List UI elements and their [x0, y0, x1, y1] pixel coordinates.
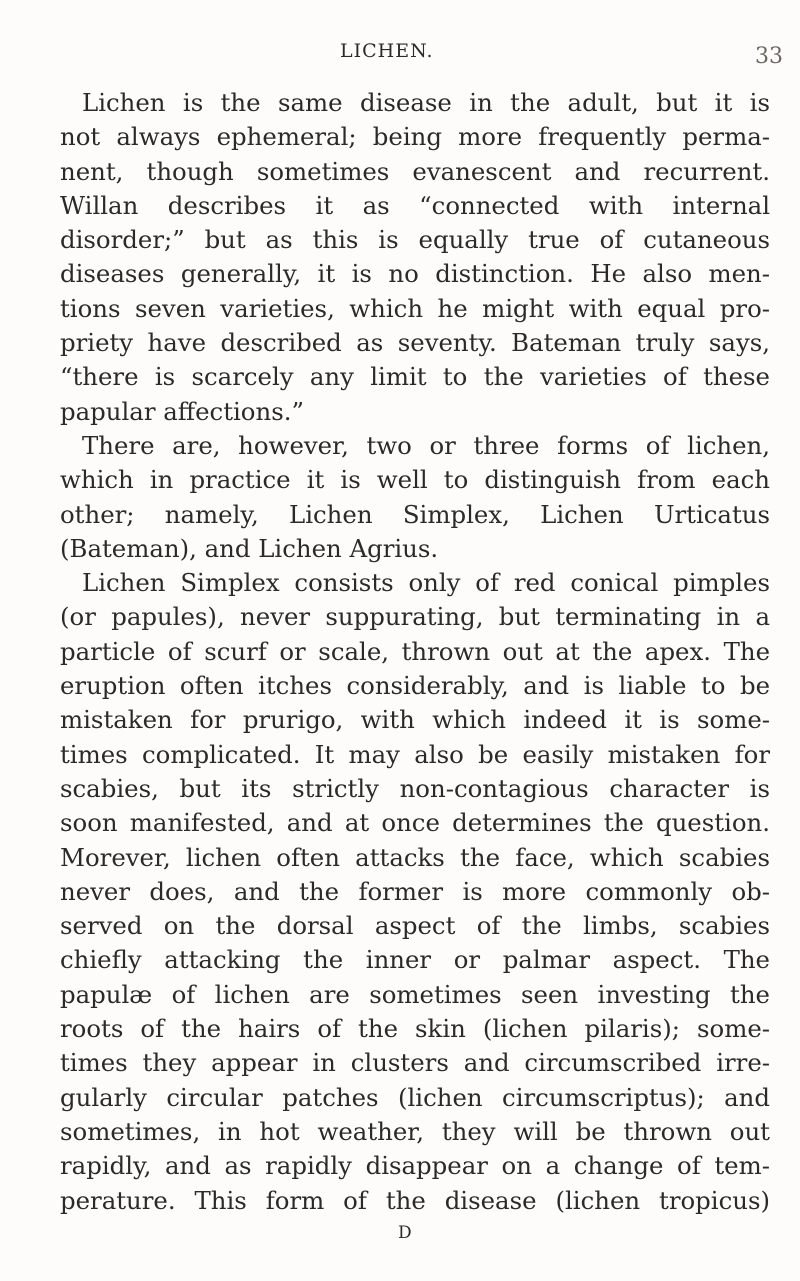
text-line: other; namely, Lichen Simplex, Lichen Urticatus — [60, 499, 770, 529]
running-head: LICHEN. — [340, 40, 434, 62]
text-line: not always ephemeral; being more frequently perma- — [60, 122, 770, 152]
text-line: There are, however, two or three forms of lichen, — [82, 430, 770, 460]
text-line: gularly circular patches (lichen circumscriptus); and — [60, 1082, 770, 1112]
text-line: scabies, but its strictly non-contagious character is — [60, 773, 770, 803]
text-line: disorder;” but as this is equally true of cutaneous — [60, 225, 770, 255]
text-line: mistaken for prurigo, with which indeed it is some- — [60, 705, 770, 735]
text-line: papular affections.” — [60, 396, 304, 426]
text-line: (Bateman), and Lichen Agrius. — [60, 533, 439, 563]
text-line: (or papules), never suppurating, but terminating in a — [60, 602, 770, 632]
text-line: times complicated. It may also be easily mistaken for — [60, 739, 770, 769]
text-line: soon manifested, and at once determines the question. — [60, 808, 770, 838]
page-number: 33 — [755, 44, 783, 69]
text-line: papulæ of lichen are sometimes seen investing the — [60, 979, 770, 1009]
text-line: which in practice it is well to distinguish from each — [60, 465, 770, 495]
text-line: Lichen is the same disease in the adult, but it is — [82, 88, 770, 117]
text-line: Morever, lichen often attacks the face, which scabies — [60, 842, 770, 872]
text-line: roots of the hairs of the skin (lichen pilaris); some- — [60, 1014, 770, 1044]
text-line: Willan describes it as “connected with internal — [60, 190, 770, 220]
text-line: chiefly attacking the inner or palmar aspect. The — [60, 945, 770, 975]
signature-mark: D — [398, 1223, 412, 1243]
text-line: Lichen Simplex consists only of red conical pimples — [82, 568, 770, 598]
text-line: sometimes, in hot weather, they will be thrown out — [60, 1116, 770, 1146]
text-line: rapidly, and as rapidly disappear on a change of tem- — [60, 1151, 770, 1181]
text-line: nent, though sometimes evanescent and recurrent. — [60, 156, 770, 186]
text-line: perature. This form of the disease (lichen tropicus) — [60, 1185, 770, 1215]
text-line: eruption often itches considerably, and is liable to be — [60, 671, 770, 701]
text-line: diseases generally, it is no distinction. He also men- — [60, 259, 770, 289]
text-line: never does, and the former is more commonly ob- — [60, 876, 770, 906]
text-line: particle of scurf or scale, thrown out at the apex. The — [60, 636, 770, 666]
body-text — [60, 86, 770, 1218]
text-line: “there is scarcely any limit to the varieties of these — [60, 362, 770, 392]
text-line: times they appear in clusters and circumscribed irre- — [60, 1048, 770, 1078]
text-line: tions seven varieties, which he might with equal pro- — [60, 293, 770, 323]
text-line: priety have described as seventy. Bateman truly says, — [60, 328, 770, 358]
text-line: served on the dorsal aspect of the limbs, scabies — [60, 911, 770, 941]
